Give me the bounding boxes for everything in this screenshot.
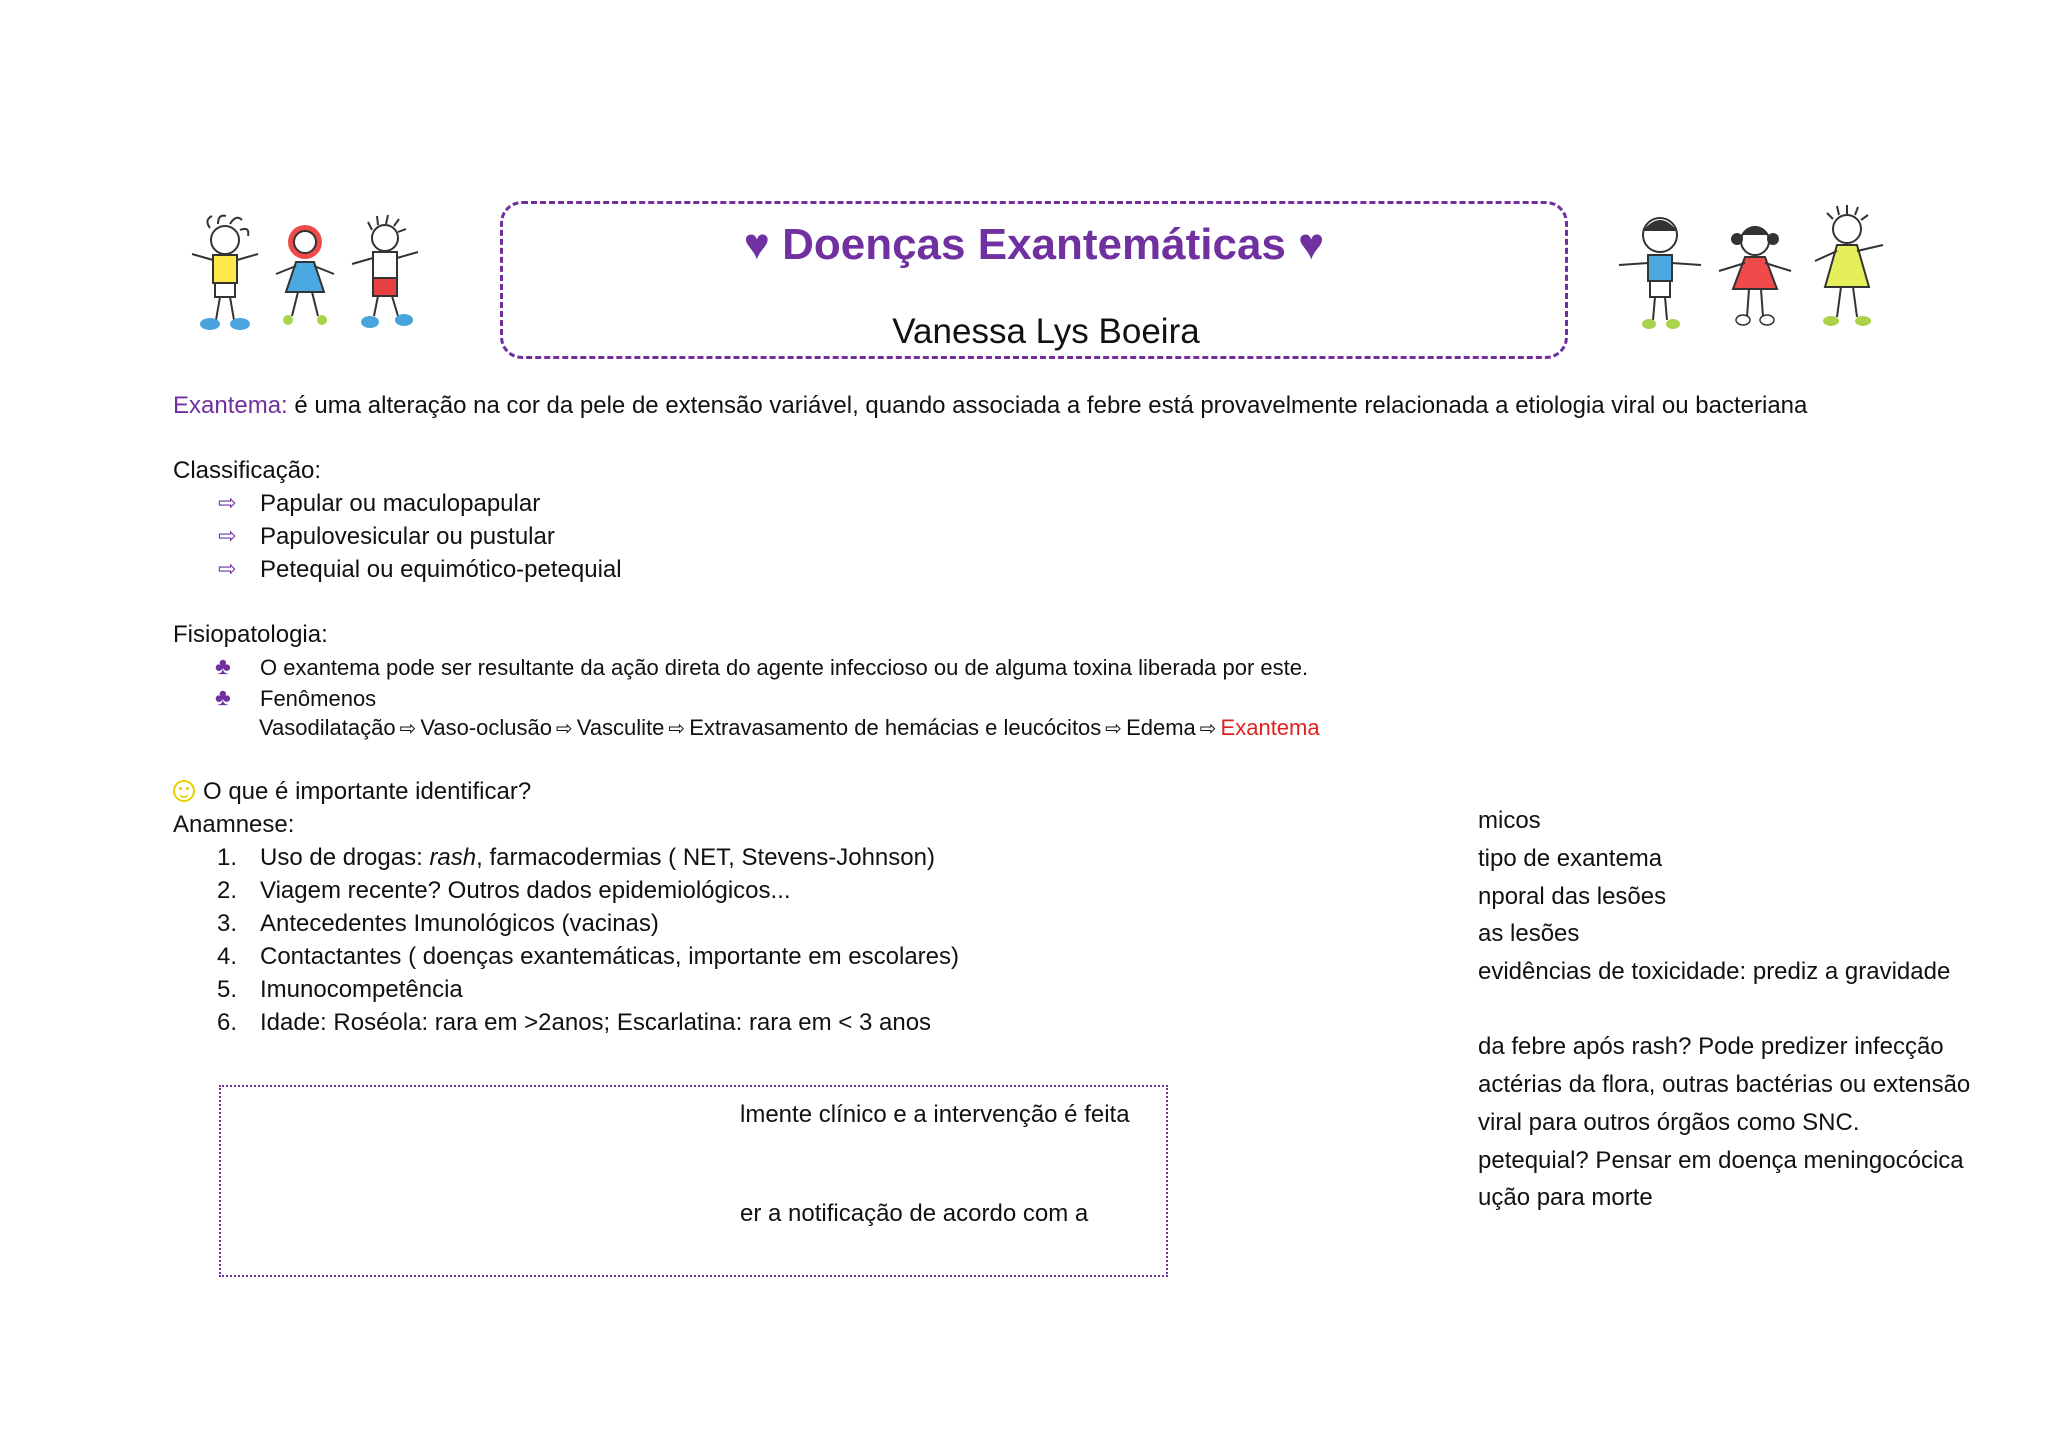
classification-item: Petequial ou equimótico-petequial [260,556,622,583]
note-line: lmente clínico e a intervenção é feita [740,1101,1130,1128]
author-name: Vanessa Lys Boeira [892,312,1200,351]
chain-step: Edema [1126,715,1196,740]
right-column-line: petequial? Pensar em doença meningocócica [1478,1147,1964,1174]
right-column-line: as lesões [1478,920,1580,947]
child-figure-4 [1619,218,1701,329]
arrow-icon: ⇨ [556,718,573,740]
anamnesis-item-text: , farmacodermias ( NET, Stevens-Johnson) [476,844,935,871]
chain-step-final: Exantema [1220,715,1320,740]
list-number: 3. [217,910,238,937]
physiopathology-item: O exantema pode ser resultante da ação direta do agente infeccioso ou de alguma toxina liberada por este. [260,655,1309,680]
child-figure-1 [192,216,258,330]
anamnesis-item [260,844,935,872]
smiley-icon [173,780,195,802]
right-column-line: tipo de exantema [1478,845,1663,872]
club-icon: ♣ [215,653,231,680]
arrow-icon: ⇨ [668,718,686,740]
identify-question [173,778,531,806]
right-arrow-outline-icon: ⇨ [218,556,237,581]
definition-text: é uma alteração na cor da pele de extensão variável, quando associada a febre está provavelmente relacionada a etiologia viral ou bacteriana [287,392,1808,419]
anamnesis-heading: Anamnese: [173,811,295,838]
note-box [219,1085,1168,1277]
anamnesis-item-emphasis: rash [429,844,477,871]
child-figure-5 [1719,226,1791,325]
child-figure-6 [1815,205,1883,326]
note-line: er a notificação de acordo com a [740,1200,1089,1227]
list-number: 5. [217,976,238,1003]
right-column-line: da febre após rash? Pode predizer infecção [1478,1033,1944,1060]
phenomena-chain [259,715,1320,741]
list-number: 2. [217,877,238,904]
right-column-line: viral para outros órgãos como SNC. [1478,1109,1860,1136]
anamnesis-item-text: Uso de drogas: [260,844,430,871]
classification-heading: Classificação: [173,457,322,484]
right-arrow-outline-icon: ⇨ [218,490,237,515]
arrow-icon: ⇨ [399,718,417,740]
list-number: 4. [217,943,238,970]
anamnesis-item: Idade: Roséola: rara em >2anos; Escarlatina: rara em < 3 anos [260,1009,932,1036]
chain-step: Vasodilatação [259,715,396,740]
right-column-line: nporal das lesões [1478,883,1667,910]
definition-paragraph [173,392,1807,420]
classification-item: Papular ou maculopapular [260,490,541,517]
definition-term: Exantema: [173,392,288,419]
arrow-icon: ⇨ [1199,718,1217,740]
children-illustration-left [180,212,430,342]
chain-step: Extravasamento de hemácias e leucócitos [689,715,1102,740]
right-column-line: micos [1478,807,1541,834]
club-icon: ♣ [215,684,231,711]
anamnesis-item: Contactantes ( doenças exantemáticas, importante em escolares) [260,943,960,970]
document-title: ♥ Doenças Exantemáticas ♥ [743,220,1325,269]
classification-item: Papulovesicular ou pustular [260,523,555,550]
chain-step: Vaso-oclusão [420,715,553,740]
right-column-line: ução para morte [1478,1184,1653,1211]
physiopathology-heading: Fisiopatologia: [173,621,328,648]
right-column-line: actérias da flora, outras bactérias ou extensão [1478,1071,1971,1098]
physiopathology-item: Fenômenos [260,686,377,711]
child-figure-2 [276,225,334,325]
child-figure-3 [352,215,418,328]
list-number: 6. [217,1009,238,1036]
anamnesis-item: Viagem recente? Outros dados epidemiológicos... [260,877,791,904]
right-column-line: evidências de toxicidade: prediz a gravidade [1478,958,1951,985]
arrow-icon: ⇨ [1105,718,1123,740]
anamnesis-item: Antecedentes Imunológicos (vacinas) [260,910,659,937]
children-illustration-right [1615,205,1895,340]
identify-question-text: O que é importante identificar? [203,778,532,805]
chain-step: Vasculite [576,715,665,740]
title-box [500,201,1568,359]
anamnesis-item: Imunocompetência [260,976,463,1003]
list-number: 1. [217,844,238,871]
right-arrow-outline-icon: ⇨ [218,523,237,548]
